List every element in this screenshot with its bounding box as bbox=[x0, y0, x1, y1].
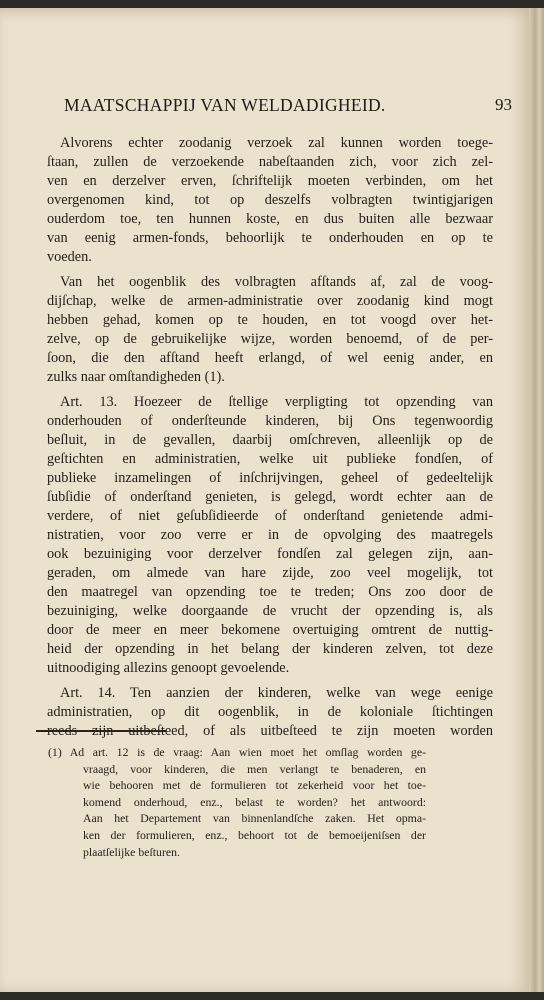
text-line: ouderdom toe, ten hunnen koste, en dus buiten alle bezwaar bbox=[47, 211, 493, 227]
running-title: MAATSCHAPPIJ VAN WELDADIGHEID. bbox=[64, 95, 386, 115]
body-text bbox=[47, 134, 493, 747]
text-line: ſtaan, zullen de verzoekende nabeſtaanden zich, voor zich zel- bbox=[47, 154, 493, 170]
footnote-line: ken der formulieren, enz., behoort tot de bemoeijeniſsen der bbox=[83, 827, 426, 842]
page-edge bbox=[529, 8, 544, 992]
text-line: publieke inzamelingen of inſchrijvingen, geheel of gedeeltelijk bbox=[47, 470, 493, 486]
text-line: Van het oogenblik des volbragten afſtands af, zal de voog- bbox=[60, 274, 493, 290]
text-line: overgenomen kind, tot op deszelfs volbragten twintigjarigen bbox=[47, 192, 493, 208]
text-line: ven en derzelver erven, ſchriftelijk moeten verbinden, om het bbox=[47, 173, 493, 189]
text-line: Alvorens echter zoodanig verzoek zal kunnen worden toege- bbox=[60, 135, 493, 151]
footnote-line: vraagd, voor kinderen, die men verlangt te benaderen, en bbox=[83, 761, 426, 776]
text-line: heid der opzending in het belang der kinderen zelven, tot deze bbox=[47, 641, 493, 657]
running-head bbox=[46, 95, 512, 121]
footnote-line: Aan het Departement van binnenlandſche zaken. Het opma- bbox=[83, 811, 426, 826]
footnote-line: (1) Ad art. 12 is de vraag: Aan wien moet het omſlag worden ge- bbox=[48, 745, 426, 759]
text-line: dijſchap, welke de armen-administratie over zoodanig kind mogt bbox=[47, 293, 493, 309]
paragraph bbox=[47, 134, 493, 267]
footnote-rule bbox=[36, 730, 166, 732]
text-line: hebben gehad, komen op te houden, en tot voogd over het- bbox=[47, 312, 493, 328]
text-line: bezuiniging, welke doorgaande de vrucht der opzending is, als bbox=[47, 603, 493, 619]
text-line: door de meer en meer bekomene overtuiging omtrent de nuttig- bbox=[47, 622, 493, 638]
footnote bbox=[48, 744, 426, 860]
text-line: zulks naar omſtandigheden (1). bbox=[47, 369, 225, 385]
paragraph bbox=[47, 393, 493, 678]
page-number: 93 bbox=[495, 95, 512, 114]
text-line: van eenig armen-fonds, behoorlijk te onderhouden en op te bbox=[47, 230, 493, 246]
paragraph bbox=[47, 273, 493, 387]
text-line: reeds zijn uitbeſteed, of als uitbeſteed te zijn moeten worden bbox=[47, 723, 493, 739]
text-line: den maatregel van opzending toe te treden; Ons zoo door de bbox=[47, 584, 493, 600]
text-line: administratien, op dit oogenblik, in de koloniale ſtichtingen bbox=[47, 704, 493, 720]
text-line: voeden. bbox=[47, 249, 92, 265]
text-line: beſluit, in de gevallen, daarbij omſchreven, alleenlijk op de bbox=[47, 432, 493, 448]
text-line: geraden, om almede van hare zijde, zoo veel mogelijk, tot bbox=[47, 565, 493, 581]
footnote-line: wie behooren met de formulieren tot zekerheid voor het toe- bbox=[83, 778, 426, 793]
text-line: Art. 13. Hoezeer de ſtellige verpligting tot opzending van bbox=[60, 394, 493, 410]
text-line: ſubſidie of onderſtand genieten, is gelegd, wordt echter aan de bbox=[47, 489, 493, 505]
text-line: verdere, of niet geſubſidieerde of onderſtand genietende admi- bbox=[47, 508, 493, 524]
text-line: ſoon, die den afſtand heeft erlangd, of wel eenig ander, en bbox=[47, 350, 493, 366]
text-line: zelve, op de gebruikelijke wijze, worden benoemd, of de per- bbox=[47, 331, 493, 347]
footnote-line: plaatſelijke beſturen. bbox=[83, 844, 180, 859]
text-line: ook bezuiniging voor derzelver fondſen zal gelegen zijn, aan- bbox=[47, 546, 493, 562]
text-line: uitnoodiging allezins genoopt gevoelende. bbox=[47, 660, 290, 676]
text-line: Art. 14. Ten aanzien der kinderen, welke van wege eenige bbox=[60, 685, 493, 701]
footnote-line: komend onderhoud, enz., belast te worden? het antwoord: bbox=[83, 794, 426, 809]
paragraph bbox=[47, 684, 493, 741]
book-page bbox=[0, 8, 531, 992]
text-line: nistratien, voor zoo verre er in de opvolging des maatregels bbox=[47, 527, 493, 543]
text-line: geſtichten en administratien, welke uit publieke fondſen, of bbox=[47, 451, 493, 467]
text-line: onderhouden of onderſteunde kinderen, bij Ons tegenwoordig bbox=[47, 413, 493, 429]
